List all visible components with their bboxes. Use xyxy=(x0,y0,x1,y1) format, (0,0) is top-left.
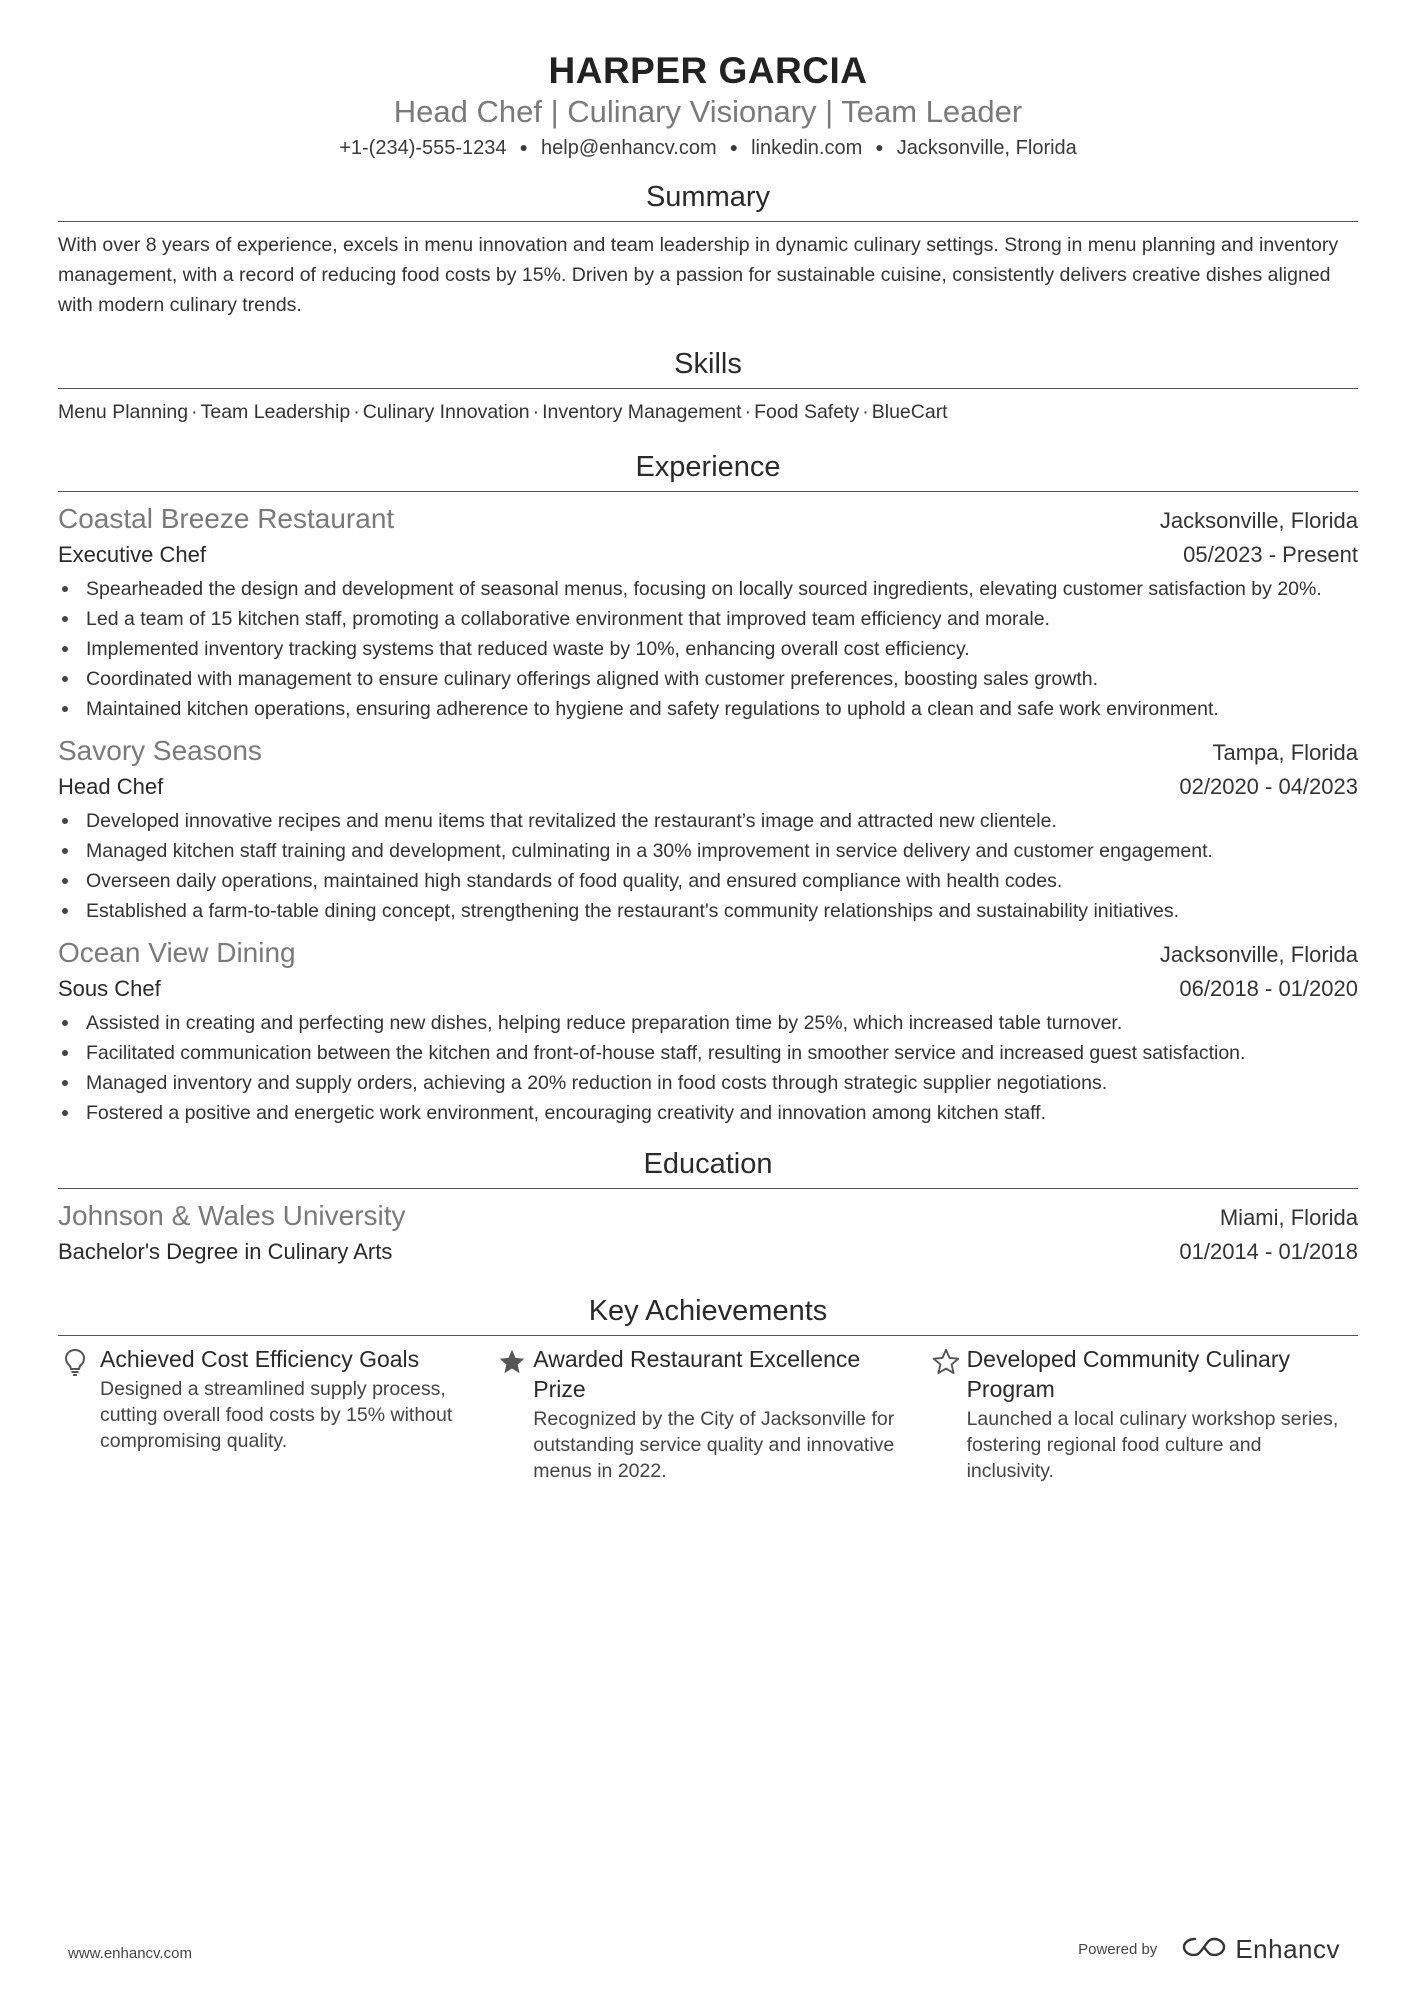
skill-separator: · xyxy=(532,401,540,423)
company-name: Savory Seasons xyxy=(58,735,262,766)
bullet-item: Facilitated communication between the kitchen and front-of-house staff, resulting in smoother service and increased guest satisfaction. xyxy=(58,1038,1358,1068)
achievement-desc: Recognized by the City of Jacksonville for outstanding service quality and innovative menus in 2022. xyxy=(533,1408,895,1482)
job-dates: 06/2018 - 01/2020 xyxy=(1179,976,1358,1001)
section-heading: Education xyxy=(58,1146,1358,1189)
resume-page xyxy=(58,0,1358,1995)
summary-section xyxy=(58,179,1358,320)
achievement-title: Awarded Restaurant Excellence Prize xyxy=(533,1346,861,1402)
bullet-item: Managed inventory and supply orders, achieving a 20% reduction in food costs through strategic supplier negotiations. xyxy=(58,1068,1358,1098)
job-dates: 05/2023 - Present xyxy=(1183,542,1358,567)
enhancv-logo-icon xyxy=(1181,1935,1227,1964)
job-bullets xyxy=(58,574,1358,724)
education-section xyxy=(58,1146,1358,1269)
skill-item: Menu Planning xyxy=(58,401,189,423)
candidate-name: HARPER GARCIA xyxy=(548,50,868,91)
skills-list xyxy=(58,397,1358,427)
job-location: Jacksonville, Florida xyxy=(1159,942,1358,967)
bullet-item: Assisted in creating and perfecting new dishes, helping reduce preparation time by 25%, which increased table turnover. xyxy=(58,1008,1358,1038)
location: Jacksonville, Florida xyxy=(896,137,1077,159)
star-outline-icon xyxy=(925,1344,967,1484)
job-dates: 02/2020 - 04/2023 xyxy=(1179,774,1358,799)
degree: Bachelor's Degree in Culinary Arts xyxy=(58,1239,393,1264)
section-heading: Key Achievements xyxy=(58,1293,1358,1336)
footer-website[interactable]: www.enhancv.com xyxy=(68,1945,192,1962)
bullet-item: Overseen daily operations, maintained high standards of food quality, and ensured compliance with health codes. xyxy=(58,866,1358,896)
job-entry xyxy=(58,500,1358,724)
job-bullets xyxy=(58,806,1358,926)
skill-item: Culinary Innovation xyxy=(362,401,530,423)
skill-separator: · xyxy=(744,401,752,423)
bullet-item: Coordinated with management to ensure culinary offerings aligned with customer preferences, boosting sales growth. xyxy=(58,664,1358,694)
skill-separator: · xyxy=(862,401,869,423)
section-heading: Summary xyxy=(58,179,1358,222)
phone: +1-(234)-555-1234 xyxy=(339,137,507,159)
bullet-item: Spearheaded the design and development of seasonal menus, focusing on locally sourced ingredients, elevating customer satisfaction by 20%. xyxy=(58,574,1358,604)
bullet-separator: ● xyxy=(519,139,529,155)
job-role: Sous Chef xyxy=(58,976,161,1001)
summary-text: With over 8 years of experience, excels in menu innovation and team leadership in dynamic culinary settings. Strong in menu planning and inventory management, with a record of reducing food costs by 15%. Driven by a passion for sustainable cuisine, consistently delivers creative dishes aligned with modern culinary trends. xyxy=(58,234,1339,316)
skill-item: Inventory Management xyxy=(542,401,742,423)
school-name: Johnson & Wales University xyxy=(58,1200,406,1231)
bullet-item: Maintained kitchen operations, ensuring adherence to hygiene and safety regulations to uphold a clean and safe work environment. xyxy=(58,694,1358,724)
achievements-section xyxy=(58,1293,1358,1484)
footer-branding xyxy=(1078,1934,1340,1965)
linkedin[interactable]: linkedin.com xyxy=(751,137,863,159)
lightbulb-icon xyxy=(58,1344,100,1484)
powered-by-label: Powered by xyxy=(1078,1941,1158,1958)
skill-item: BlueCart xyxy=(871,401,948,423)
job-location: Jacksonville, Florida xyxy=(1159,508,1358,533)
section-heading: Skills xyxy=(58,346,1358,389)
enhancv-logo-text: Enhancv xyxy=(1235,1934,1340,1964)
bullet-item: Implemented inventory tracking systems that reduced waste by 10%, enhancing overall cost efficiency. xyxy=(58,634,1358,664)
bullet-item: Led a team of 15 kitchen staff, promoting a collaborative environment that improved team efficiency and morale. xyxy=(58,604,1358,634)
achievements-grid xyxy=(58,1344,1358,1484)
job-bullets xyxy=(58,1008,1358,1128)
job-entry xyxy=(58,934,1358,1128)
achievement-title: Achieved Cost Efficiency Goals xyxy=(100,1346,420,1372)
bullet-item: Established a farm-to-table dining concept, strengthening the restaurant's community relationships and sustainability initiatives. xyxy=(58,896,1358,926)
bullet-separator: ● xyxy=(875,139,884,155)
company-name: Ocean View Dining xyxy=(58,937,296,968)
achievement-title: Developed Community Culinary Program xyxy=(966,1346,1290,1402)
section-heading: Experience xyxy=(58,449,1358,492)
job-location: Tampa, Florida xyxy=(1212,740,1358,765)
achievement-item xyxy=(58,1344,491,1484)
resume-header xyxy=(58,0,1358,162)
contact-line xyxy=(58,133,1358,162)
achievement-item xyxy=(925,1344,1358,1484)
achievement-desc: Designed a streamlined supply process, cutting overall food costs by 15% without compromising quality. xyxy=(100,1378,453,1452)
skills-section xyxy=(58,346,1358,427)
bullet-item: Developed innovative recipes and menu items that revitalized the restaurant’s image and attracted new clientele. xyxy=(58,806,1358,836)
experience-section xyxy=(58,449,1358,1128)
achievement-item xyxy=(491,1344,924,1484)
skill-item: Team Leadership xyxy=(200,401,351,423)
bullet-item: Fostered a positive and energetic work environment, encouraging creativity and innovation among kitchen staff. xyxy=(58,1098,1358,1128)
email[interactable]: help@enhancv.com xyxy=(541,137,717,159)
candidate-title: Head Chef | Culinary Visionary | Team Leader xyxy=(393,94,1023,129)
bullet-separator: ● xyxy=(729,139,739,155)
skill-separator: · xyxy=(191,401,198,423)
job-entry xyxy=(58,732,1358,926)
skill-separator: · xyxy=(353,401,360,423)
achievement-desc: Launched a local culinary workshop series, fostering regional food culture and inclusivity. xyxy=(966,1408,1339,1482)
star-filled-icon xyxy=(491,1344,533,1484)
education-entry xyxy=(58,1197,1358,1269)
school-location: Miami, Florida xyxy=(1219,1205,1358,1230)
education-dates: 01/2014 - 01/2018 xyxy=(1179,1239,1358,1264)
skill-item: Food Safety xyxy=(754,401,860,423)
bullet-item: Managed kitchen staff training and development, culminating in a 30% improvement in service delivery and customer engagement. xyxy=(58,836,1358,866)
job-role: Executive Chef xyxy=(58,542,206,567)
company-name: Coastal Breeze Restaurant xyxy=(58,503,395,534)
job-role: Head Chef xyxy=(58,774,164,799)
